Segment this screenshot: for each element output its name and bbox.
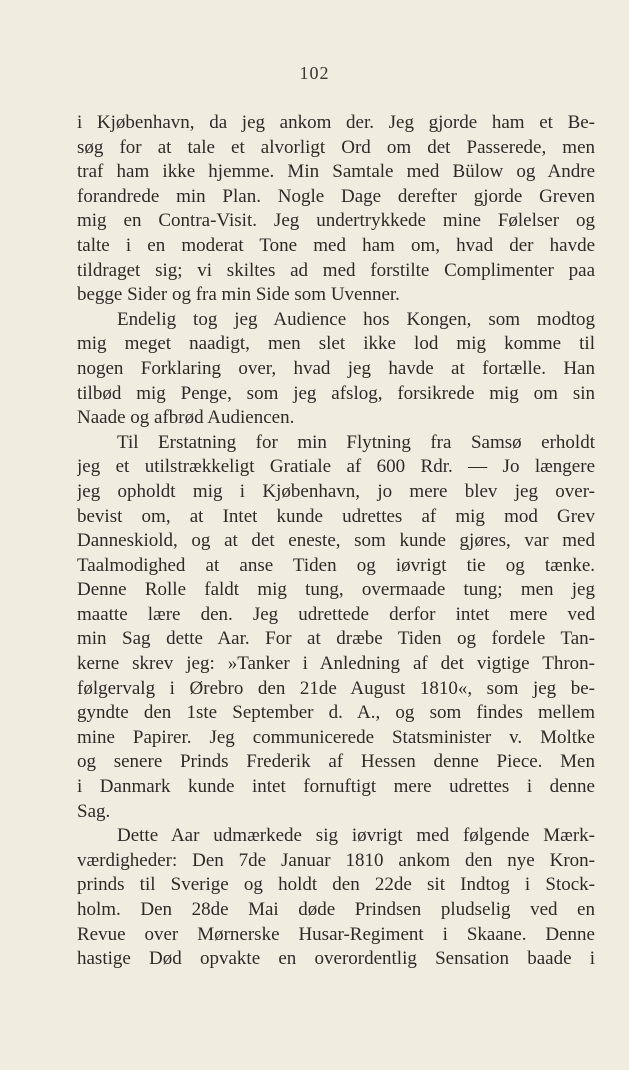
paragraph-first-line: Dette Aar udmærkede sig iøvrigt med følgende Mærk- — [117, 825, 595, 847]
text-line: Naade og afbrød Audiencen. — [77, 407, 295, 429]
text-line: Revue over Mørnerske Husar-Regiment i Skaane. Denne — [77, 923, 595, 945]
text-line: bevist om, at Intet kunde udrettes af mig mod Grev — [77, 505, 595, 527]
text-line: hastige Død opvakte en overordentlig Sensation baade i — [77, 948, 595, 970]
text-line: Sag. — [77, 800, 111, 822]
text-line: Denne Rolle faldt mig tung, overmaade tung; men jeg — [77, 579, 595, 601]
paragraph-first-line: Endelig tog jeg Audience hos Kongen, som modtog — [117, 308, 595, 330]
text-line: mine Papirer. Jeg communicerede Statsminister v. Moltke — [77, 726, 595, 748]
body-text — [77, 111, 595, 972]
text-line: og senere Prinds Frederik af Hessen denne Piece. Men — [77, 751, 595, 773]
text-line: nogen Forklaring over, hvad jeg havde at fortælle. Han — [77, 357, 595, 379]
text-line: traf ham ikke hjemme. Min Samtale med Bülow og Andre — [77, 161, 595, 183]
text-line: mig en Contra-Visit. Jeg undertrykkede mine Følelser og — [77, 210, 595, 232]
text-line: i Kjøbenhavn, da jeg ankom der. Jeg gjorde ham et Be- — [77, 112, 595, 133]
text-line: holm. Den 28de Mai døde Prindsen pludselig ved en — [77, 899, 595, 920]
text-line: værdigheder: Den 7de Januar 1810 ankom den nye Kron- — [77, 849, 595, 871]
text-line: søg for at tale et alvorligt Ord om det Passerede, men — [77, 136, 595, 158]
text-line: maatte lære den. Jeg udrettede derfor intet mere ved — [77, 603, 595, 625]
text-line: prinds til Sverige og holdt den 22de sit Indtog i Stock- — [77, 874, 595, 896]
text-line: min Sag dette Aar. For at dræbe Tiden og fordele Tan- — [77, 628, 595, 650]
text-line: talte i en moderat Tone med ham om, hvad der havde — [77, 234, 595, 256]
text-line: Taalmodighed at anse Tiden og iøvrigt tie og tænke. — [77, 554, 595, 576]
text-line: kerne skrev jeg: »Tanker i Anledning af det vigtige Thron- — [77, 653, 595, 675]
text-line: følgervalg i Ørebro den 21de August 1810«, som jeg be- — [77, 677, 595, 699]
text-line: jeg opholdt mig i Kjøbenhavn, jo mere blev jeg over- — [77, 480, 595, 502]
text-line: Danneskiold, og at det eneste, som kunde gjøres, var med — [77, 530, 595, 552]
text-line: tilbød mig Penge, som jeg afslog, forsikrede mig om sin — [77, 382, 595, 404]
text-line: begge Sider og fra min Side som Uvenner. — [77, 284, 400, 306]
text-line: tildraget sig; vi skiltes ad med forstilte Complimenter paa — [77, 259, 595, 281]
page-number: 102 — [299, 63, 330, 83]
text-line: i Danmark kunde intet fornuftigt mere udrettes i denne — [77, 776, 595, 798]
text-line: gyndte den 1ste September d. A., og som findes mellem — [77, 702, 595, 724]
paragraph-first-line: Til Erstatning for min Flytning fra Samsø erholdt — [117, 431, 595, 453]
text-line: forandrede min Plan. Nogle Dage derefter gjorde Greven — [77, 185, 595, 207]
text-line: mig meget naadigt, men slet ikke lod mig komme til — [77, 333, 595, 355]
text-line: jeg et utilstrækkeligt Gratiale af 600 Rdr. — Jo længere — [77, 456, 595, 478]
